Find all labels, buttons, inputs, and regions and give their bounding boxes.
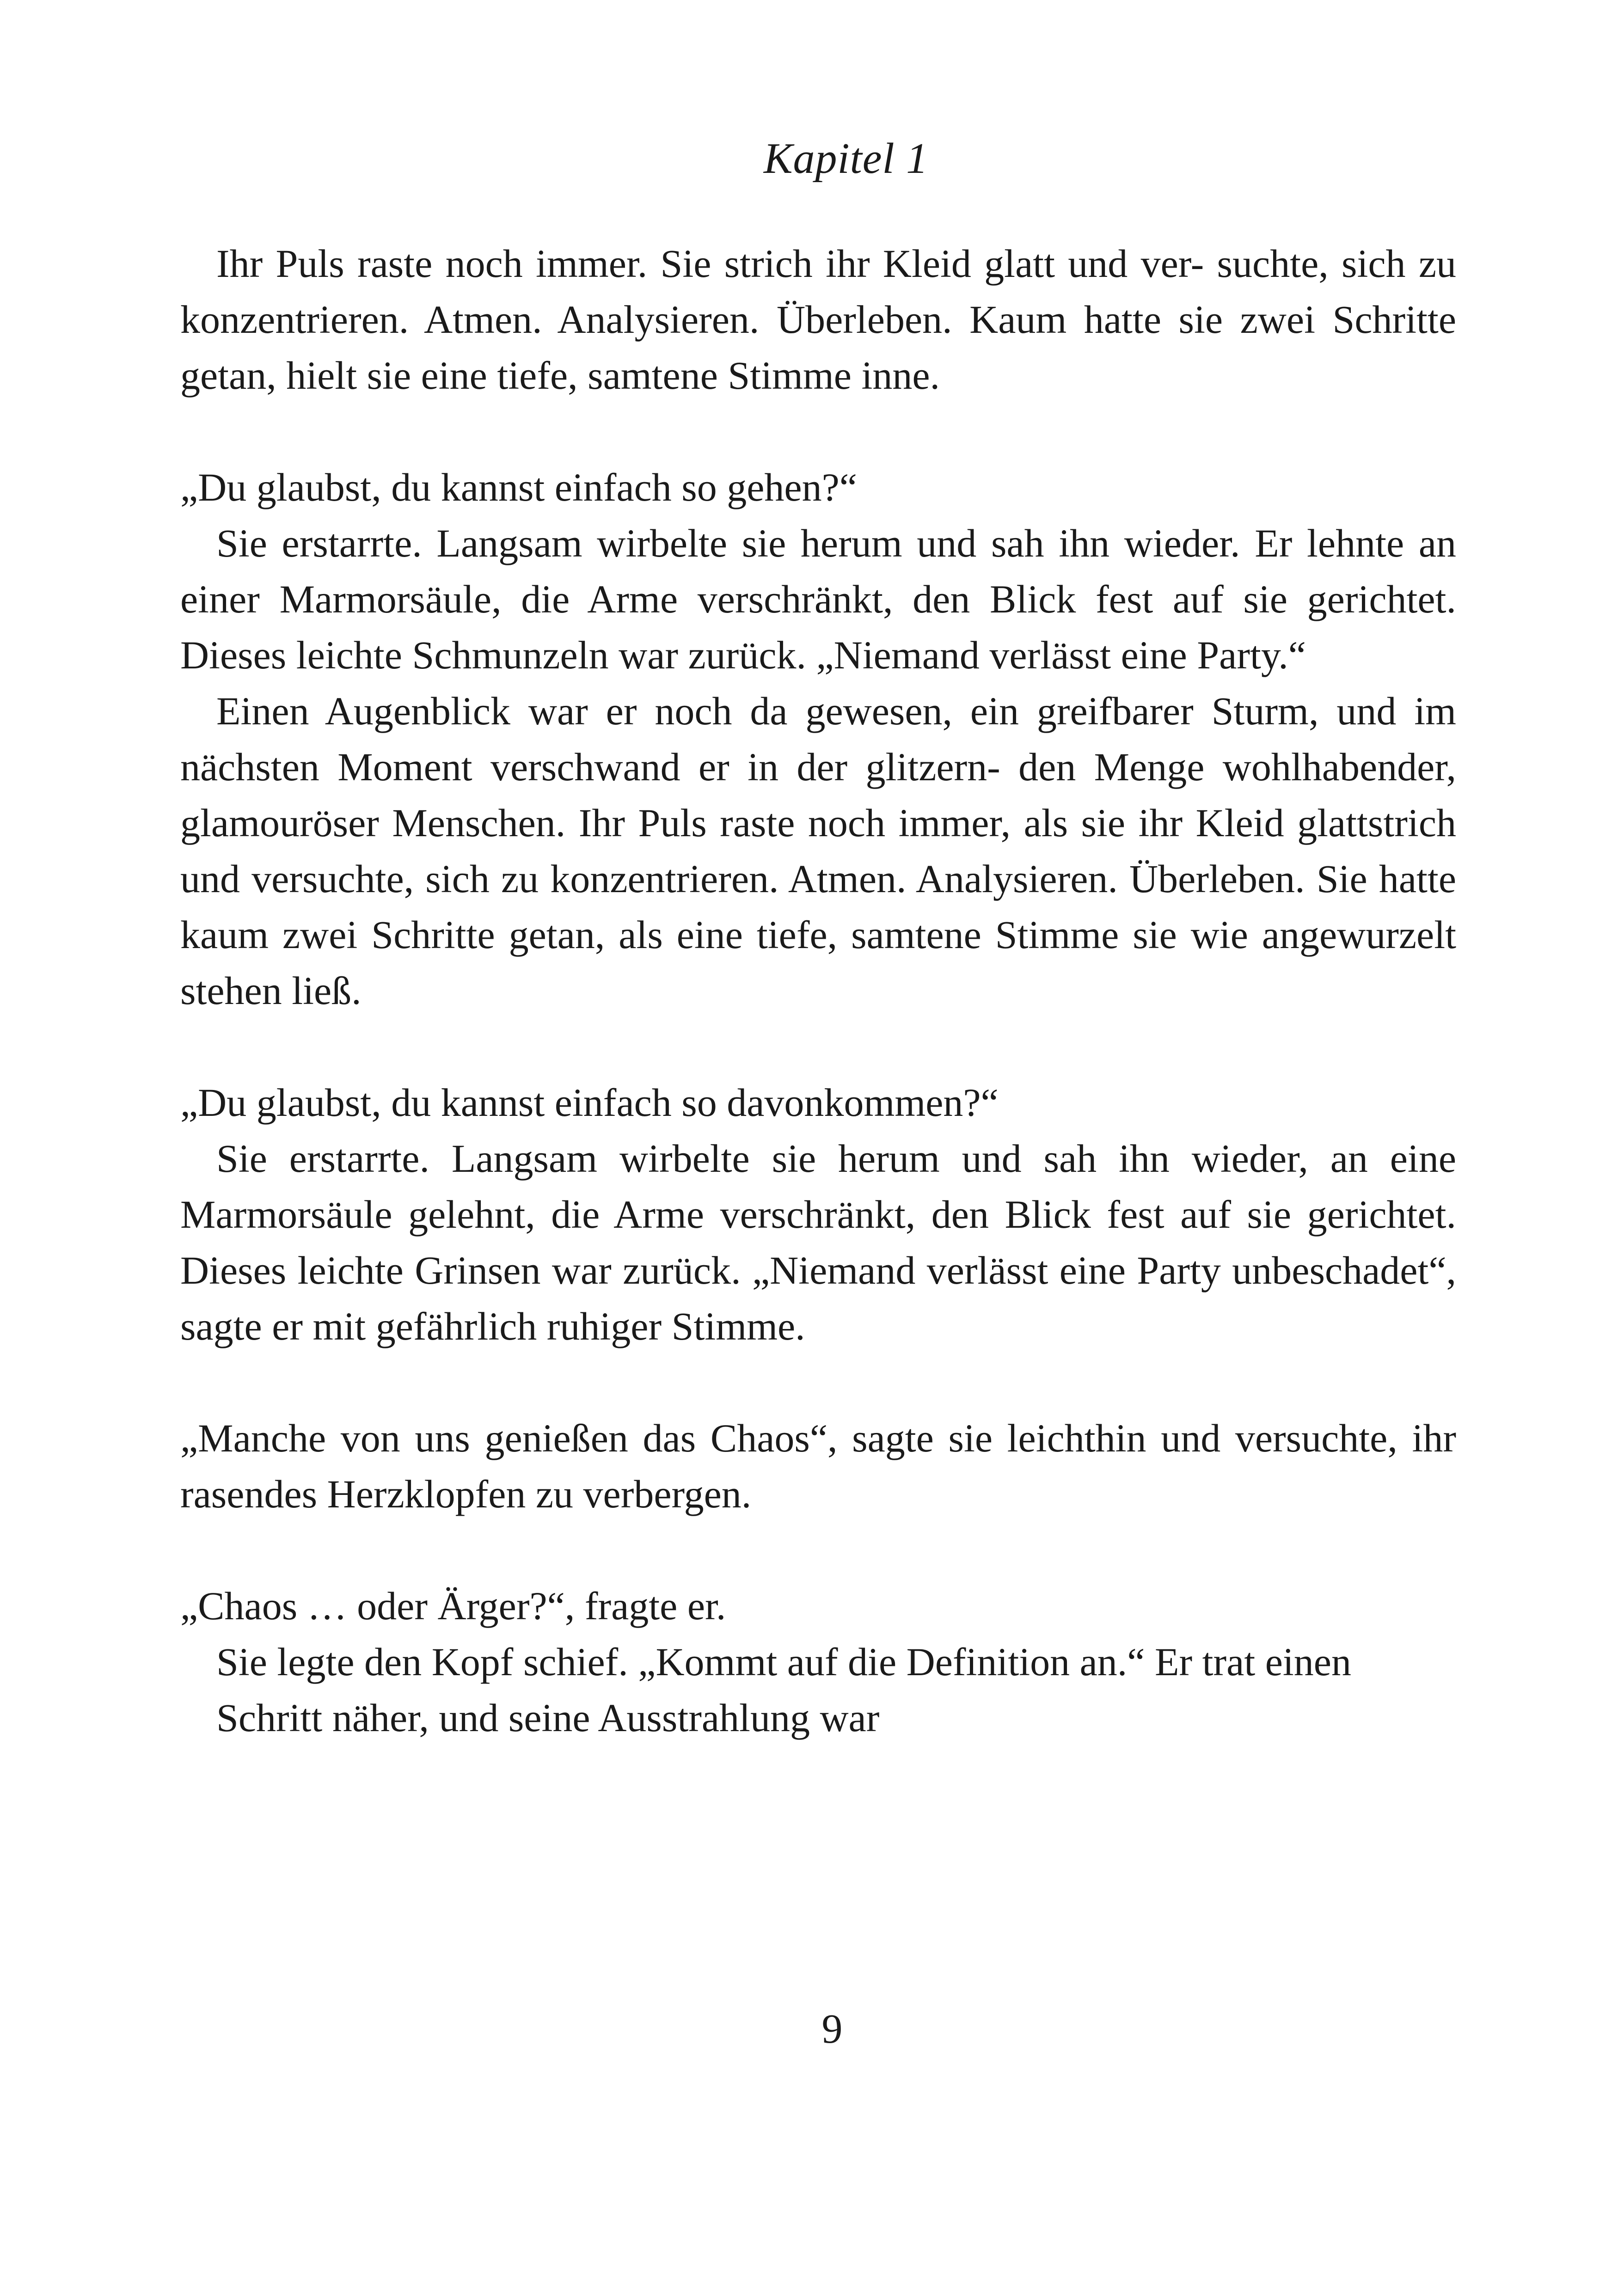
paragraph-1: Ihr Puls raste noch immer. Sie strich ihr Kleid glatt und ver- suchte, sich zu konzentrieren. Atmen. Analysieren. Überleben. Kaum hatte sie zwei Schritte getan, hielt sie eine tiefe, samtene Stimme inne. xyxy=(180,241,1456,398)
paragraph-gap xyxy=(180,1354,1456,1410)
paragraph-10: Schritt näher, und seine Ausstrahlung war xyxy=(216,1696,880,1740)
paragraph-2: „Du glaubst, du kannst einfach so gehen?“ xyxy=(180,465,857,509)
paragraph-8: „Chaos … oder Ärger?“, fragte er. xyxy=(180,1584,726,1628)
chapter-title: Kapitel 1 xyxy=(763,135,929,183)
paragraph-gap xyxy=(180,1019,1456,1075)
paragraph-gap xyxy=(180,404,1456,459)
paragraph-7: „Manche von uns genießen das Chaos“, sagte sie leichthin und versuchte, ihr rasendes Herzklopfen zu verbergen. xyxy=(180,1416,1456,1516)
paragraph-9: Sie legte den Kopf schief. „Kommt auf die Definition an.“ Er trat einen xyxy=(216,1640,1351,1684)
page-number: 9 xyxy=(821,2006,843,2052)
paragraph-3: Sie erstarrte. Langsam wirbelte sie herum und sah ihn wieder. Er lehnte an einer Marmorsäule, die Arme verschränkt, den Blick fest auf sie gerichtet. Dieses leichte Schmunzeln war zurück. „Niemand verlässt eine Party.“ xyxy=(180,521,1456,677)
paragraph-6: Sie erstarrte. Langsam wirbelte sie herum und sah ihn wieder, an eine Marmorsäule gelehnt, die Arme verschränkt, den Blick fest auf sie gerichtet. Dieses leichte Grinsen war zurück. „Niemand verlässt eine Party unbeschadet“, sagte er mit gefährlich ruhiger Stimme. xyxy=(180,1136,1456,1348)
paragraph-4: Einen Augenblick war er noch da gewesen, ein greifbarer Sturm, und im nächsten Moment verschwand er in der glitzern- den Menge wohlhabender, glamouröser Menschen. Ihr Puls raste noch immer, als sie ihr Kleid glattstrich und versuchte, sich zu konzentrieren. Atmen. Analysieren. Überleben. Sie hatte kaum zwei Schritte getan, als eine tiefe, samtene Stimme sie wie angewurzelt stehen ließ. xyxy=(180,689,1456,1013)
paragraph-gap xyxy=(180,1522,1456,1578)
body-text xyxy=(180,236,1456,1746)
paragraph-5: „Du glaubst, du kannst einfach so davonkommen?“ xyxy=(180,1080,999,1125)
